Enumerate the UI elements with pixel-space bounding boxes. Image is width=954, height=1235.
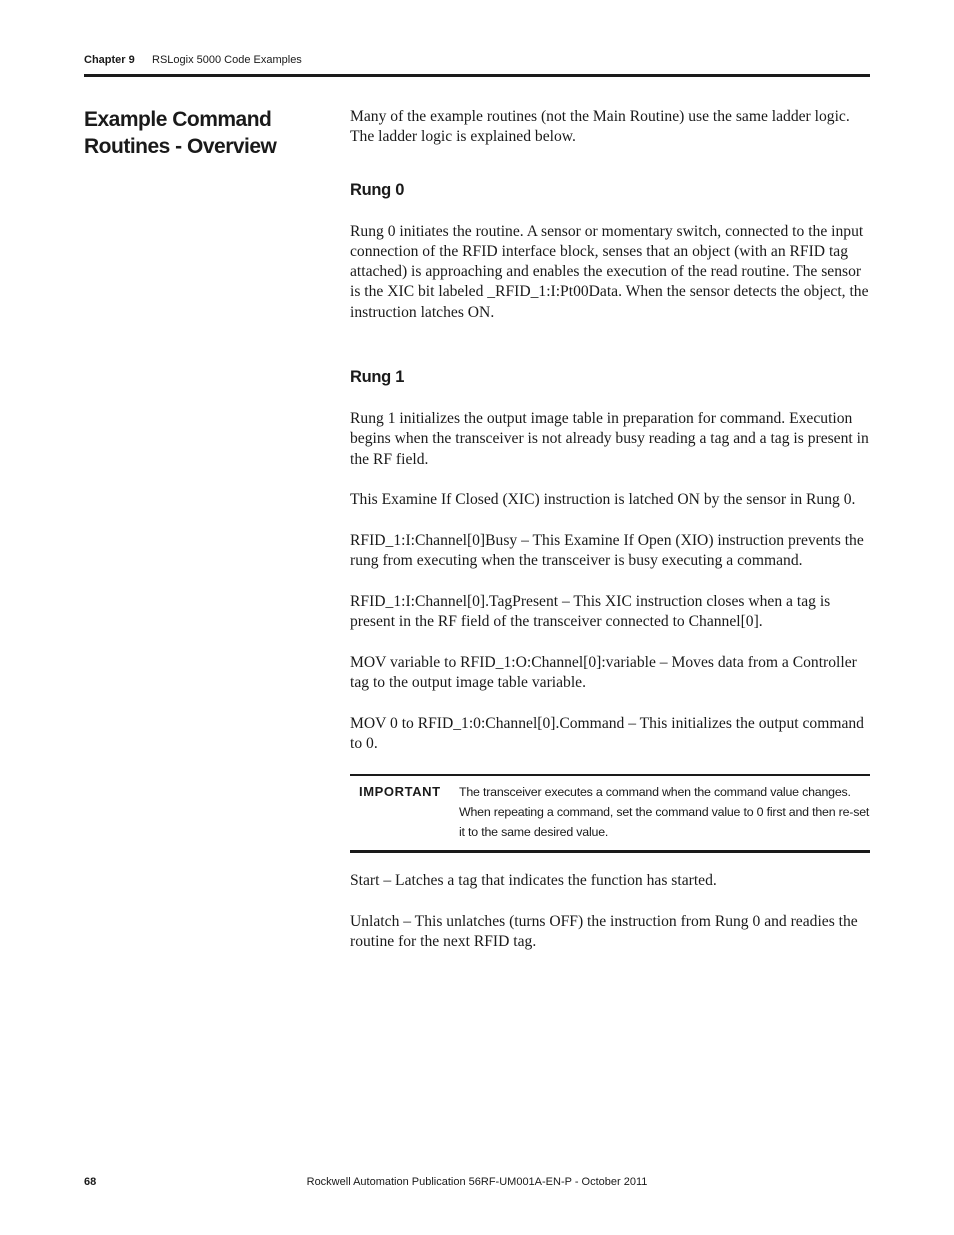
page-header [84, 54, 302, 66]
intro-paragraph: Many of the example routines (not the Main Routine) use the same ladder logic. The ladder logic is explained below. [350, 108, 850, 146]
important-label: IMPORTANT [359, 784, 441, 800]
important-text: The transceiver executes a command when the command value changes. When repeating a command, set the command value to 0 first and then re-set it to the same desired value. [459, 785, 870, 840]
rung1-paragraph: RFID_1:I:Channel[0].TagPresent – This XIC instruction closes when a tag is present in the RF field of the transceiver connected to Channel[0]. [350, 592, 831, 631]
section-title: Example Command Routines - Overview [84, 108, 277, 158]
important-note [350, 774, 870, 853]
unlatch-paragraph: Unlatch – This unlatches (turns OFF) the instruction from Rung 0 and readies the routine for the next RFID tag. [350, 913, 858, 951]
rung1-paragraph: MOV 0 to RFID_1:0:Channel[0].Command – This initializes the output command to 0. [350, 714, 864, 752]
rung1-paragraph: RFID_1:I:Channel[0]Busy – This Examine If Open (XIO) instruction prevents the rung from executing when the transceiver is busy executing a command. [350, 531, 864, 570]
publication-footer: Rockwell Automation Publication 56RF-UM001A-EN-P - October 2011 [306, 1176, 648, 1188]
page-number: 68 [84, 1176, 97, 1188]
rung0-heading: Rung 0 [350, 180, 405, 199]
rung0-paragraph: Rung 0 initiates the routine. A sensor or momentary switch, connected to the input connection of the RFID interface block, senses that an object (with an RFID tag attached) is approaching and enables the execution of the read routine. The sensor is the XIC bit labeled _RFID_1:I:Pt00Data. When the sensor detects the object, the instruction latches ON. [350, 222, 869, 321]
start-paragraph: Start – Latches a tag that indicates the function has started. [350, 872, 717, 890]
chapter-label: Chapter 9 [84, 54, 135, 66]
header-divider [84, 74, 870, 77]
rung1-paragraph: This Examine If Closed (XIC) instruction is latched ON by the sensor in Rung 0. [350, 491, 856, 509]
chapter-title: RSLogix 5000 Code Examples [152, 54, 302, 66]
rung1-paragraph: Rung 1 initializes the output image table in preparation for command. Execution begins when the transceiver is not already busy reading a tag and a tag is present in the RF field. [350, 410, 869, 468]
rung1-paragraph: MOV variable to RFID_1:O:Channel[0]:variable – Moves data from a Controller tag to the output image table variable. [350, 653, 857, 691]
rung1-heading: Rung 1 [350, 368, 405, 387]
main-content [350, 107, 870, 973]
